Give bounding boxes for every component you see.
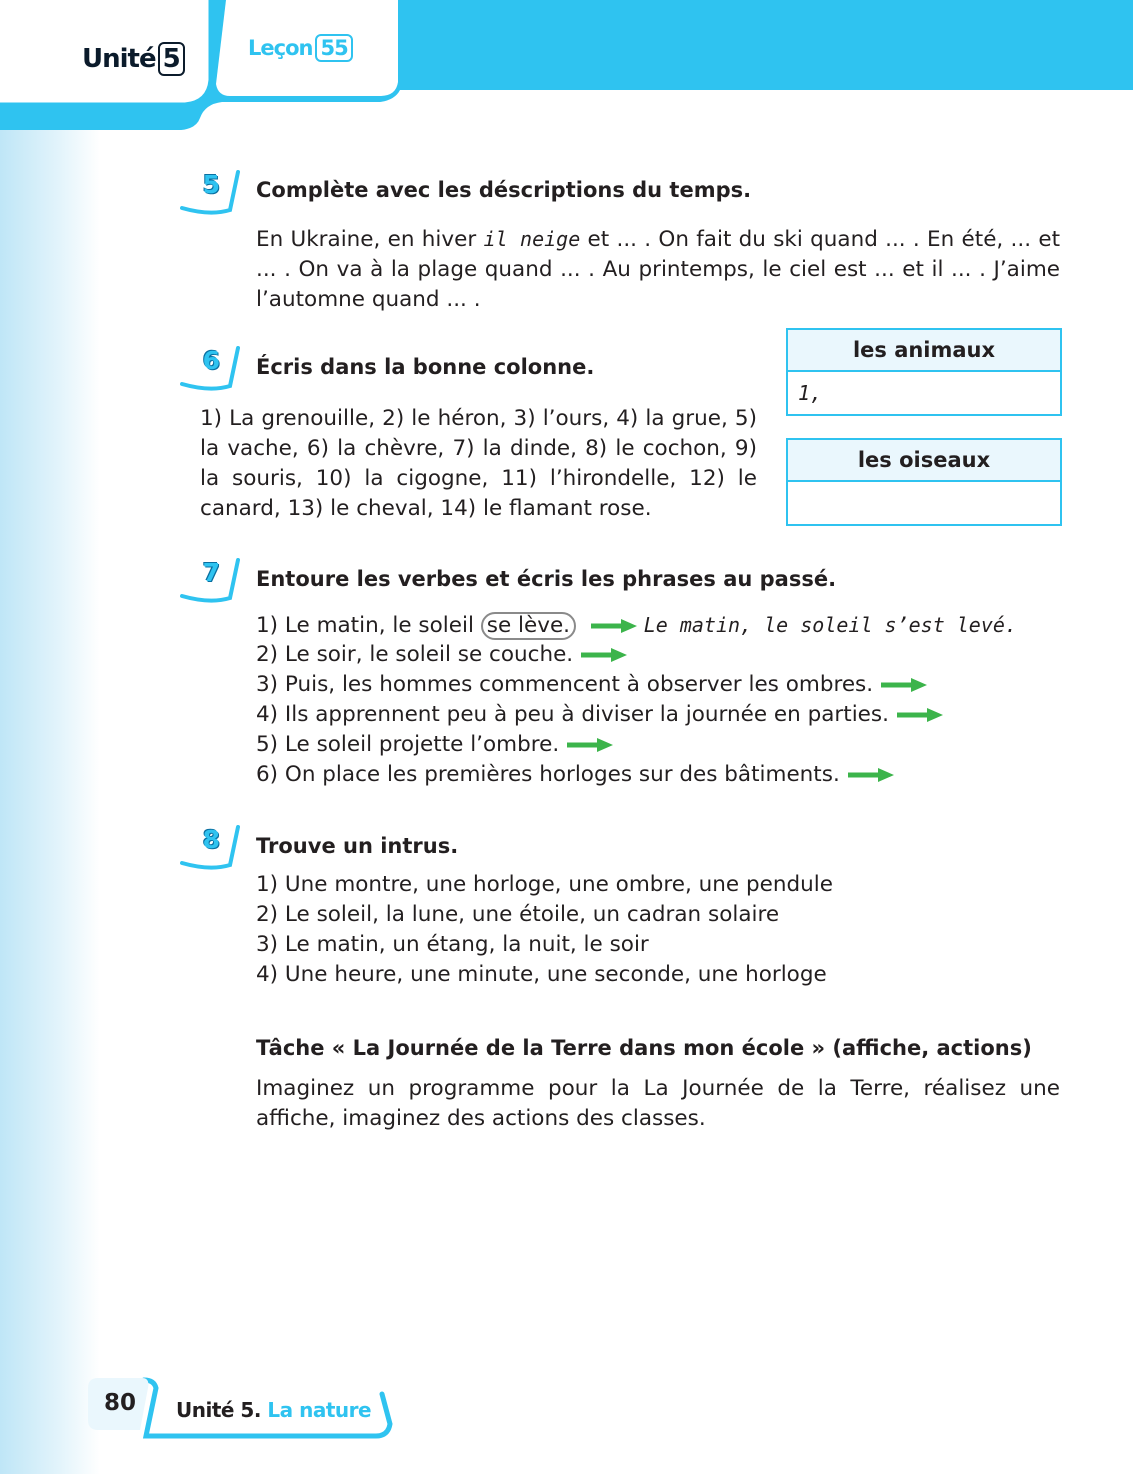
exercise-8-line-2: 2) Le soleil, la lune, une étoile, un cadran solaire	[256, 902, 780, 927]
exercise-7-title: Entoure les verbes et écris les phrases au passé.	[256, 567, 837, 591]
exercise-7-number: 7	[180, 558, 242, 608]
exercise-7-line-2: 2) Le soir, le soleil se couche.	[256, 642, 627, 667]
page-number: 80	[104, 1390, 137, 1416]
handwritten-answer: il neige	[483, 227, 581, 251]
exercise-5-title: Complète avec les déscriptions du temps.	[256, 178, 752, 202]
exercise-5-text: En Ukraine, en hiver il neige et ... . On fait du ski quand ... . En été, ... et ... . On va à la plage quand ... . Au printemps, le ciel est ... et il ... . J’aime l’automne quand ... .	[256, 227, 1061, 312]
table-animals	[786, 328, 1062, 416]
circled-verb: se lève.	[481, 612, 576, 640]
arrow-icon	[591, 619, 637, 633]
arrow-icon	[848, 768, 894, 782]
exercise-8-line-3: 3) Le matin, un étang, la nuit, le soir	[256, 932, 649, 957]
task-title: Tâche « La Journée de la Terre dans mon école » (affiche, actions)	[256, 1036, 1032, 1060]
exercise-7-line-6: 6) On place les premières horloges sur des bâtiments.	[256, 762, 894, 787]
exercise-8-number: 8	[180, 825, 242, 875]
arrow-icon	[881, 678, 927, 692]
exercise-7-line-4: 4) Ils apprennent peu à peu à diviser la journée en parties.	[256, 702, 943, 727]
exercise-7-line-3: 3) Puis, les hommes commencent à observer les ombres.	[256, 672, 927, 697]
exercise-8-line-1: 1) Une montre, une horloge, une ombre, une pendule	[256, 872, 833, 897]
table-animals-header: les animaux	[788, 330, 1060, 372]
unit-badge: Unité 5	[82, 42, 185, 76]
footer-unit-title: Unité 5. La nature	[176, 1398, 372, 1422]
table-birds-header: les oiseaux	[788, 440, 1060, 482]
exercise-6-title: Écris dans la bonne colonne.	[256, 355, 595, 379]
arrow-icon	[567, 738, 613, 752]
arrow-icon	[581, 648, 627, 662]
handwritten-answer: Le matin, le soleil s’est levé.	[643, 613, 1017, 637]
exercise-7-line-1: 1) Le matin, le soleil se lève. Le matin, le soleil s’est levé.	[256, 613, 1017, 638]
exercise-5-number: 5	[180, 170, 242, 220]
left-gradient-band	[0, 0, 100, 1474]
table-birds	[786, 438, 1062, 526]
arrow-icon	[897, 708, 943, 722]
task-text: Imaginez un programme pour la La Journée de la Terre, réalisez une affiche, imaginez des actions des classes.	[256, 1076, 1060, 1131]
exercise-8-title: Trouve un intrus.	[256, 834, 459, 858]
exercise-7-line-5: 5) Le soleil projette l’ombre.	[256, 732, 613, 757]
table-birds-cell	[788, 482, 1060, 524]
exercise-8-line-4: 4) Une heure, une minute, une seconde, une horloge	[256, 962, 827, 987]
exercise-6-text: 1) La grenouille, 2) le héron, 3) l’ours, 4) la grue, 5) la vache, 6) la chèvre, 7) la dinde, 8) le cochon, 9) la souris, 10) la cigogne, 11) l’hirondelle, 12) le canard, 13) le cheval, 14) le flamant rose.	[200, 406, 757, 521]
table-animals-cell: 1,	[798, 381, 823, 405]
exercise-6-number: 6	[180, 346, 242, 396]
lesson-badge: Leçon 55	[248, 34, 353, 62]
